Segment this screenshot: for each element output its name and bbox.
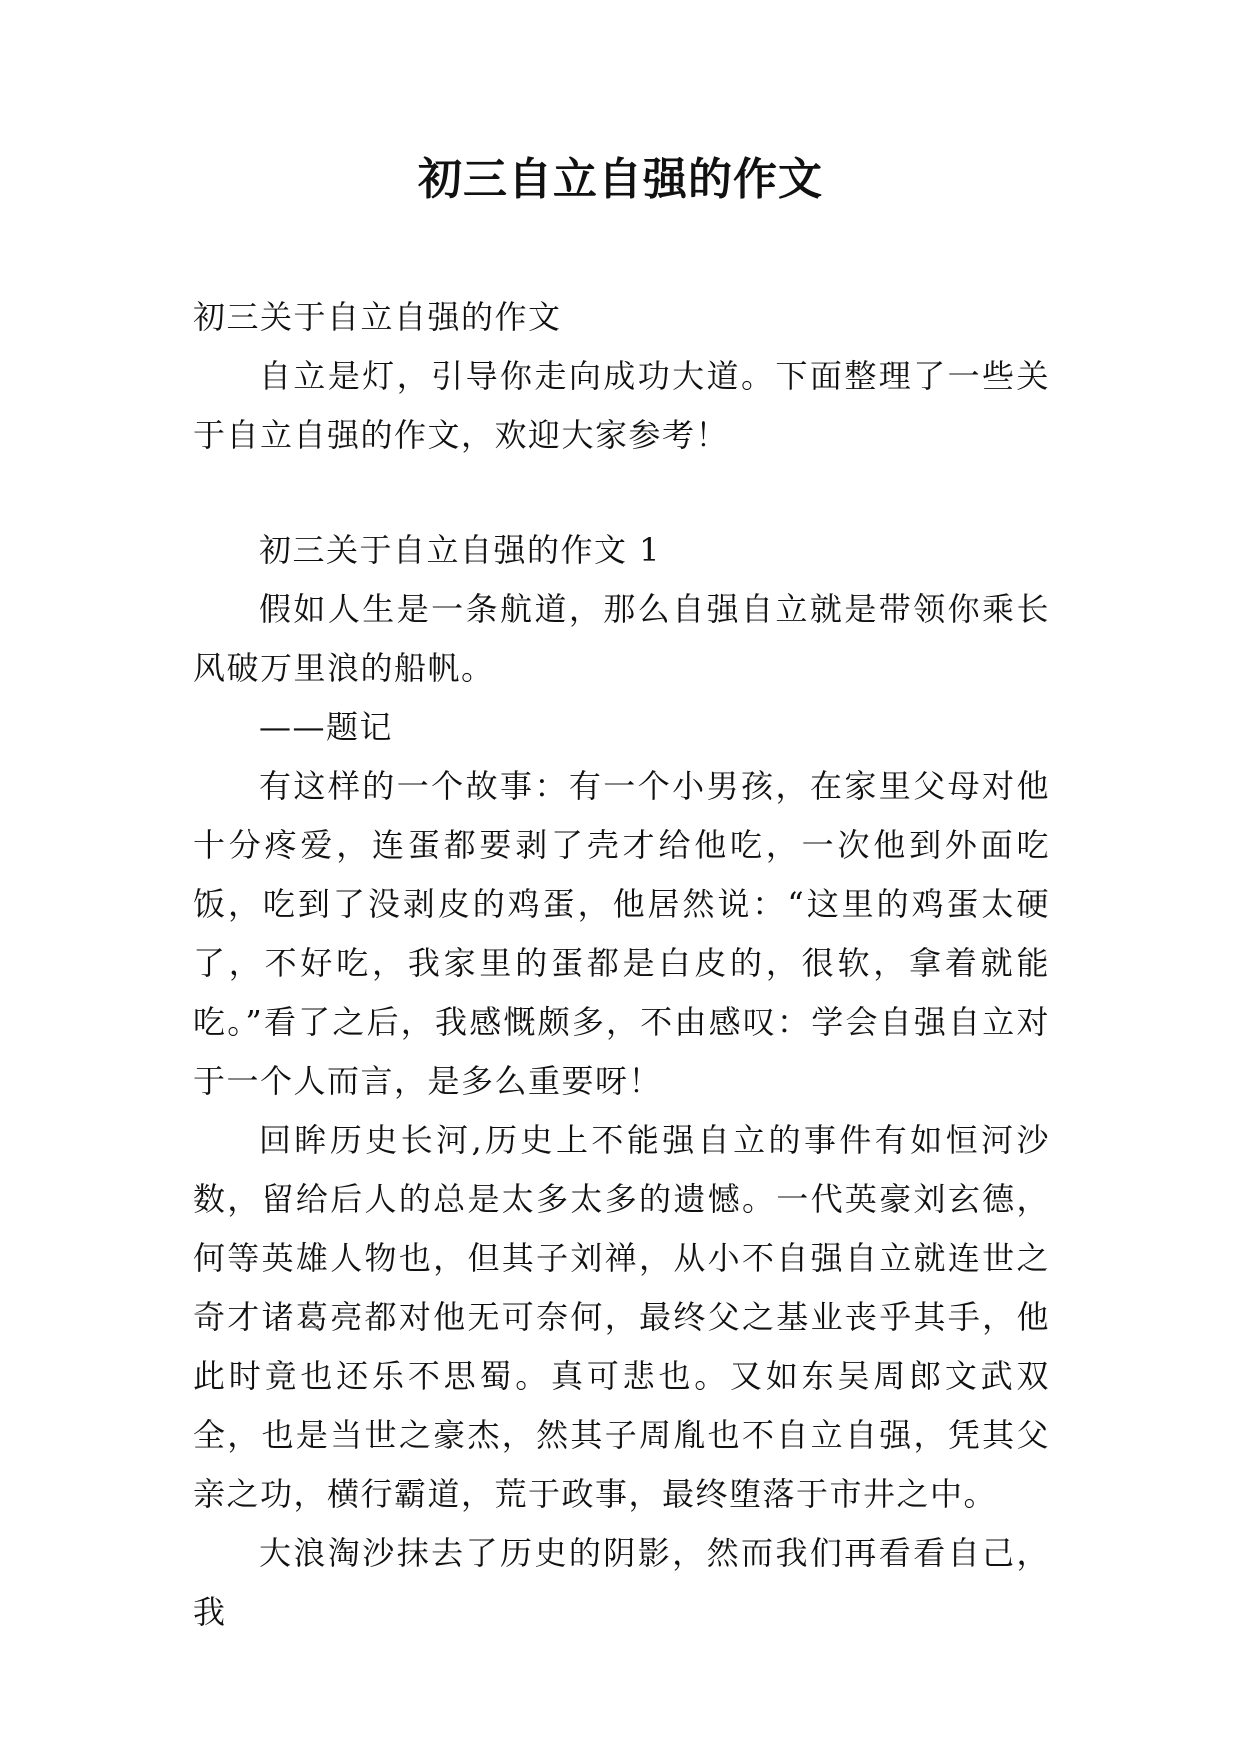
document-body	[193, 288, 1050, 1642]
body-paragraph: 有这样的一个故事：有一个小男孩，在家里父母对他十分疼爱，连蛋都要剥了壳才给他吃，一次他到外面吃饭，吃到了没剥皮的鸡蛋，他居然说：“这里的鸡蛋太硬了，不好吃，我家里的蛋都是白皮的，很软，拿着就能吃。”看了之后，我感慨颇多，不由感叹：学会自强自立对于一个人而言，是多么重要呀！	[193, 767, 1050, 1100]
subtitle: 初三关于自立自强的作文	[193, 298, 562, 336]
section-heading: 初三关于自立自强的作文 1	[259, 531, 662, 569]
page-title: 初三自立自强的作文	[418, 154, 823, 205]
intro-paragraph: 自立是灯，引导你走向成功大道。下面整理了一些关于自立自强的作文，欢迎大家参考！	[193, 357, 1050, 454]
body-paragraph: 回眸历史长河,历史上不能强自立的事件有如恒河沙数，留给后人的总是太多太多的遗憾。一代英豪刘玄德，何等英雄人物也，但其子刘禅，从小不自强自立就连世之奇才诸葛亮都对他无可奈何，最终父之基业丧乎其手，他此时竟也还乐不思蜀。真可悲也。又如东吴周郎文武双全，也是当世之豪杰，然其子周胤也不自立自强，凭其父亲之功，横行霸道，荒于政事，最终堕落于市井之中。	[193, 1121, 1050, 1513]
paragraph-gap	[193, 465, 1050, 521]
epigraph-source: ——题记	[259, 708, 394, 746]
epigraph: 假如人生是一条航道，那么自强自立就是带领你乘长风破万里浪的船帆。	[193, 590, 1050, 687]
body-paragraph: 大浪淘沙抹去了历史的阴影，然而我们再看看自己，我	[193, 1534, 1050, 1631]
